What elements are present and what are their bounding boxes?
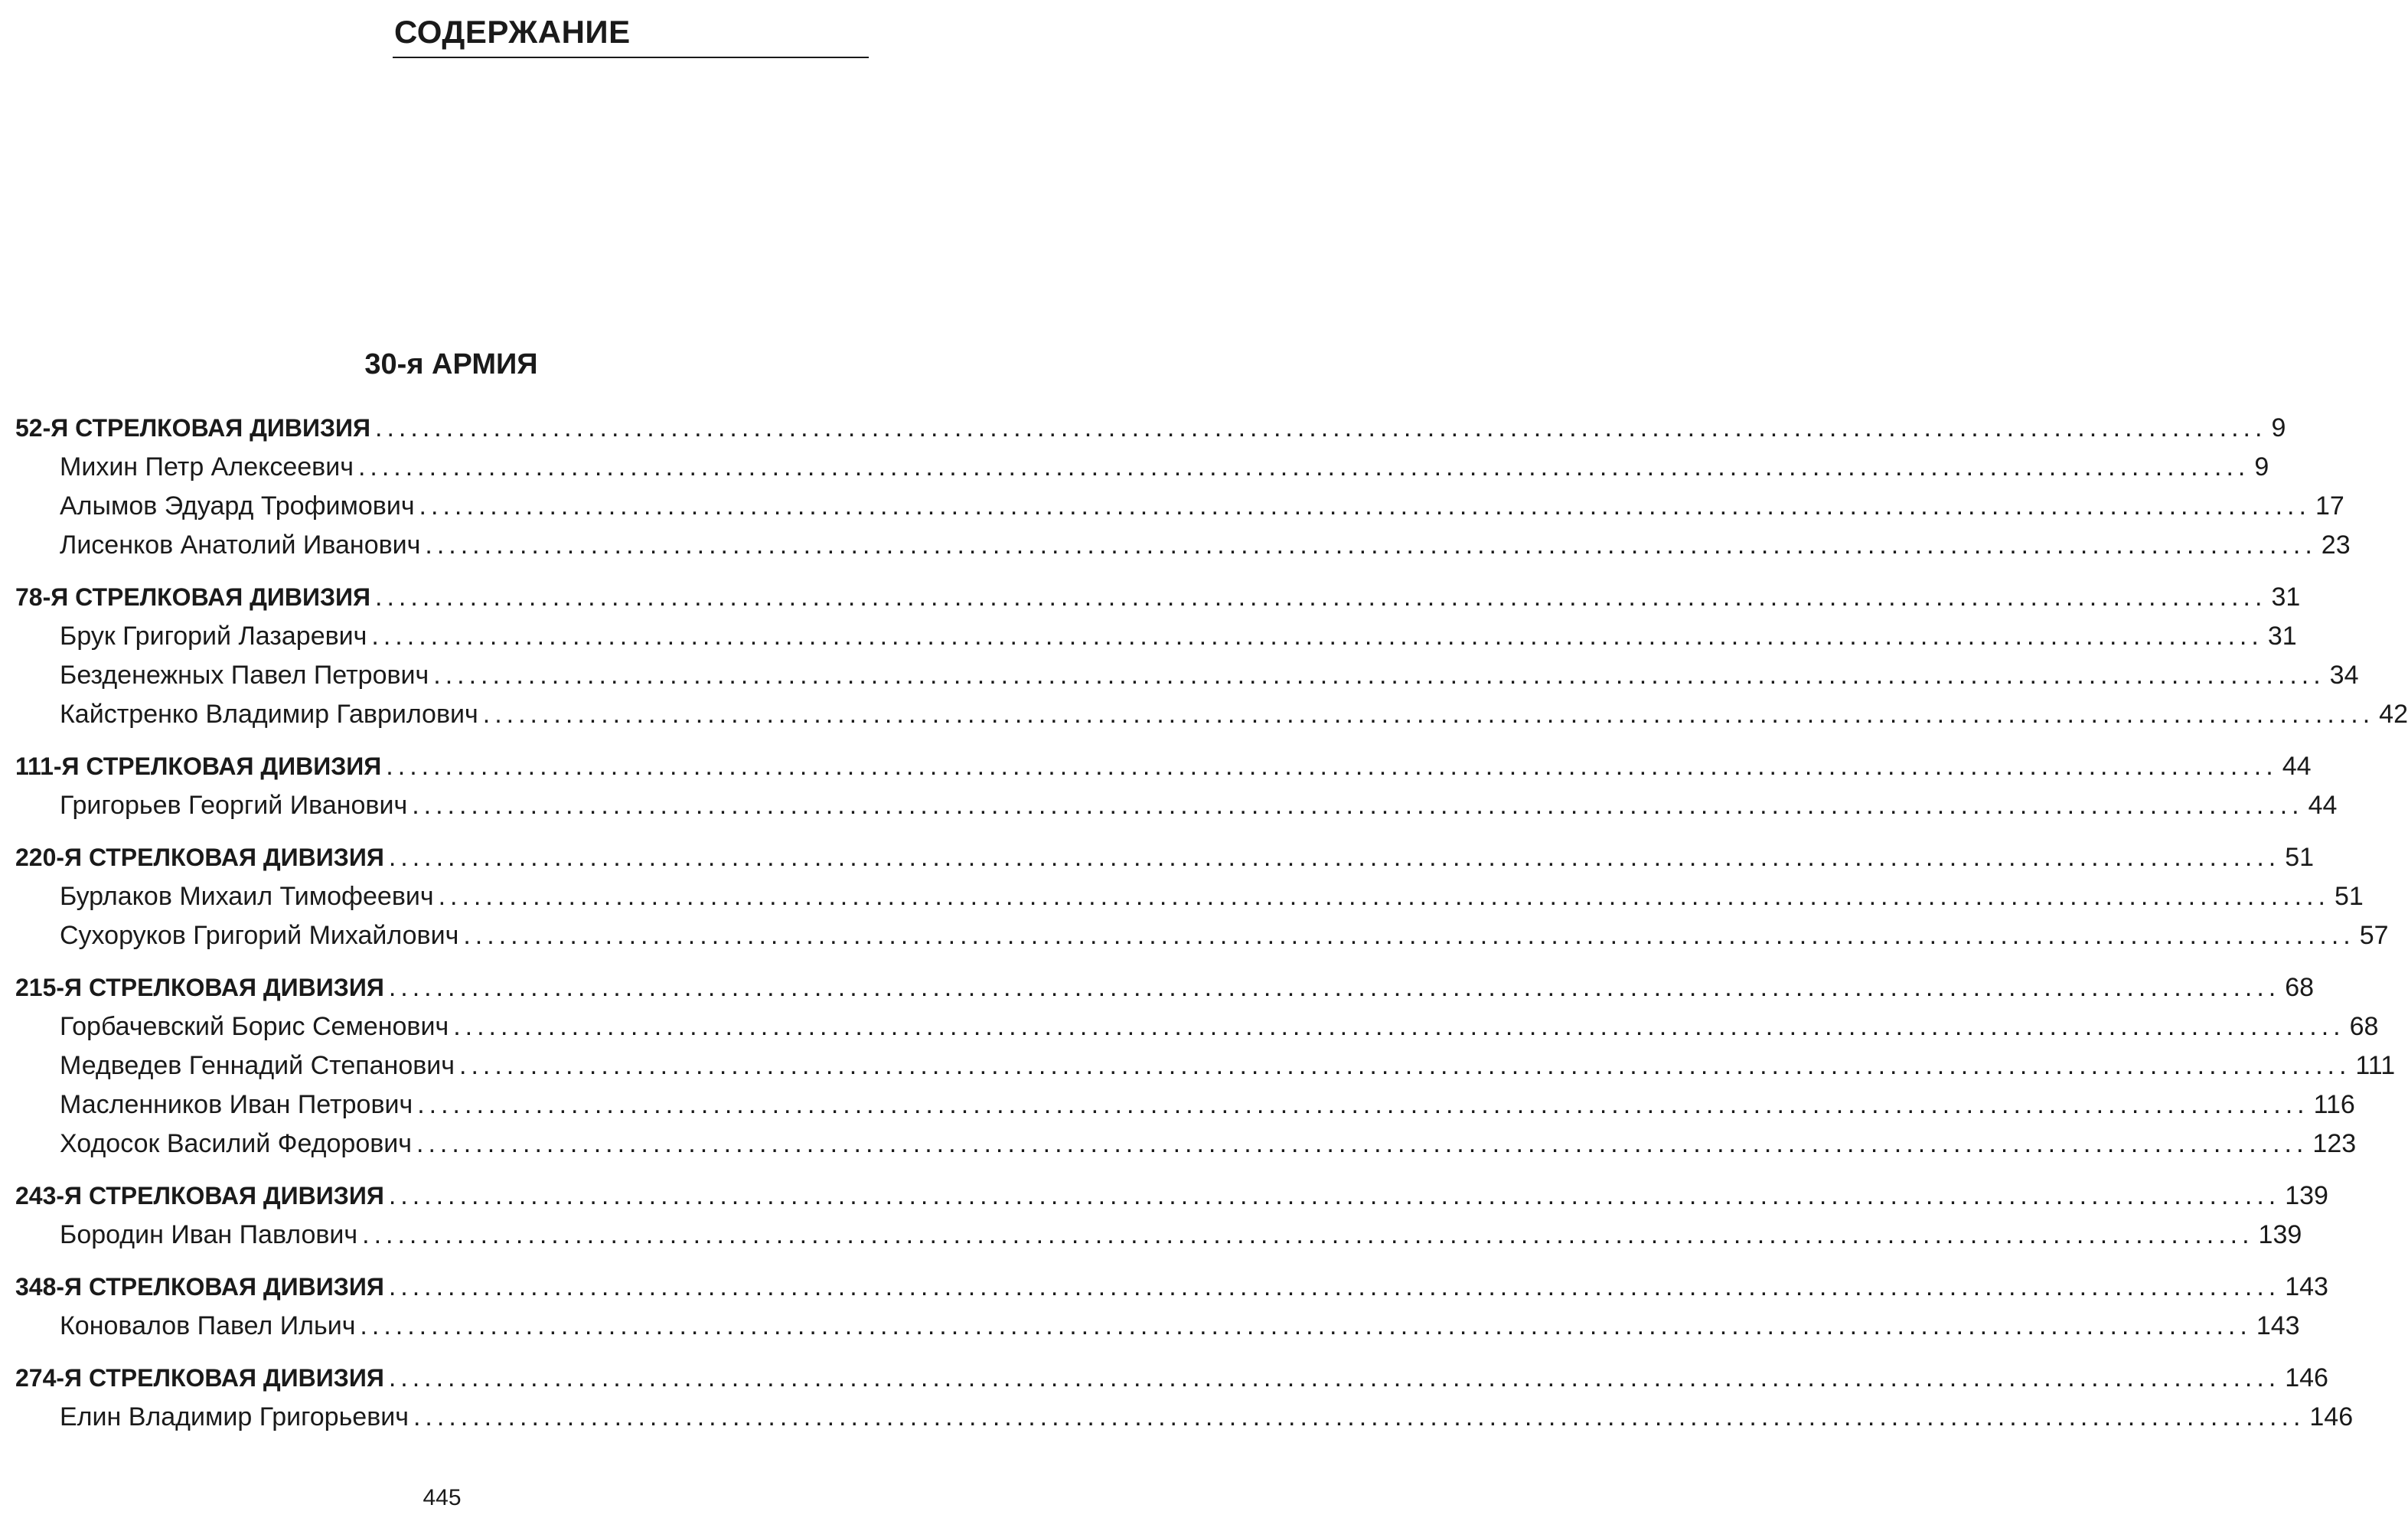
division-entry[interactable] — [15, 747, 2312, 786]
dot-leader: ................................................................................................................................................................ — [438, 882, 2330, 911]
person-entry-page: 23 — [2321, 530, 2351, 560]
dot-leader: ................................................................................................................................................................ — [417, 1090, 2309, 1119]
dot-leader: ................................................................................................................................................................ — [371, 622, 2263, 651]
division-section — [15, 1177, 2328, 1255]
division-entry-page: 44 — [2282, 752, 2312, 781]
dot-leader: ................................................................................................................................................................ — [388, 1363, 2281, 1392]
page-header — [393, 11, 869, 58]
division-section — [15, 578, 2408, 734]
person-entry-label: Масленников Иван Петрович — [60, 1090, 413, 1119]
dot-leader: ................................................................................................................................................................ — [453, 1012, 2345, 1041]
dot-leader: ................................................................................................................................................................ — [416, 1129, 2308, 1158]
person-entry[interactable] — [15, 916, 2389, 955]
person-entry[interactable] — [15, 786, 2338, 825]
division-entry[interactable] — [15, 1177, 2328, 1216]
person-entry-label: Брук Григорий Лазаревич — [60, 622, 367, 651]
person-entry-page: 123 — [2312, 1129, 2357, 1158]
dot-leader: ................................................................................................................................................................ — [362, 1220, 2254, 1249]
division-entry-page: 68 — [2285, 973, 2315, 1002]
division-entry-label: 243-Я СТРЕЛКОВАЯ ДИВИЗИЯ — [15, 1182, 384, 1209]
dot-leader: ................................................................................................................................................................ — [360, 1311, 2252, 1340]
division-entry[interactable] — [15, 838, 2315, 877]
contents-heading: СОДЕРЖАНИЕ — [394, 14, 631, 50]
person-entry[interactable] — [15, 1216, 2302, 1255]
person-entry-page: 139 — [2258, 1220, 2302, 1249]
dot-leader: ................................................................................................................................................................ — [419, 491, 2311, 521]
person-entry-page: 17 — [2315, 491, 2344, 521]
person-entry[interactable] — [15, 448, 2269, 487]
dot-leader: ................................................................................................................................................................ — [388, 973, 2281, 1002]
division-entry-page: 51 — [2285, 843, 2315, 872]
division-section — [15, 968, 2396, 1164]
dot-leader: ................................................................................................................................................................ — [357, 452, 2250, 481]
person-entry[interactable] — [15, 617, 2297, 656]
person-entry-page: 44 — [2308, 791, 2338, 820]
person-entry-page: 116 — [2313, 1090, 2355, 1119]
person-entry[interactable] — [15, 1125, 2357, 1164]
person-entry-label: Кайстренко Владимир Гаврилович — [60, 700, 478, 729]
person-entry-label: Елин Владимир Григорьевич — [60, 1402, 409, 1431]
page-number-text: 445 — [423, 1485, 462, 1510]
dot-leader: ................................................................................................................................................................ — [375, 583, 2267, 612]
person-entry[interactable] — [15, 1398, 2354, 1437]
dot-leader: ................................................................................................................................................................ — [386, 752, 2278, 781]
army-title: 30-я АРМИЯ — [364, 348, 538, 380]
division-entry-label: 215-Я СТРЕЛКОВАЯ ДИВИЗИЯ — [15, 974, 384, 1001]
division-entry-label: 78-Я СТРЕЛКОВАЯ ДИВИЗИЯ — [15, 583, 371, 611]
dot-leader: ................................................................................................................................................................ — [412, 791, 2304, 820]
person-entry-label: Сухоруков Григорий Михайлович — [60, 921, 459, 950]
person-entry-label: Бурлаков Михаил Тимофеевич — [60, 882, 434, 911]
dot-leader: ................................................................................................................................................................ — [388, 1272, 2281, 1301]
person-entry-page: 31 — [2267, 622, 2297, 651]
division-entry-label: 52-Я СТРЕЛКОВАЯ ДИВИЗИЯ — [15, 414, 371, 442]
person-entry-label: Безденежных Павел Петрович — [60, 661, 429, 690]
person-entry-page: 111 — [2355, 1051, 2396, 1080]
person-entry-label: Коновалов Павел Ильич — [60, 1311, 356, 1340]
person-entry-page: 34 — [2329, 661, 2359, 690]
dot-leader: ................................................................................................................................................................ — [375, 413, 2267, 442]
division-entry[interactable] — [15, 1268, 2328, 1307]
person-entry-label: Григорьев Георгий Иванович — [60, 791, 408, 820]
dot-leader: ................................................................................................................................................................ — [388, 1181, 2281, 1210]
person-entry[interactable] — [15, 877, 2364, 916]
person-entry[interactable] — [15, 526, 2351, 565]
person-entry[interactable] — [15, 1046, 2396, 1085]
division-section — [15, 1268, 2328, 1346]
person-entry-page: 51 — [2335, 882, 2364, 911]
person-entry-page: 9 — [2254, 452, 2269, 481]
division-entry-label: 274-Я СТРЕЛКОВАЯ ДИВИЗИЯ — [15, 1364, 384, 1392]
person-entry-label: Медведев Геннадий Степанович — [60, 1051, 455, 1080]
person-entry-page: 143 — [2256, 1311, 2300, 1340]
dot-leader: ................................................................................................................................................................ — [482, 700, 2375, 729]
person-entry[interactable] — [15, 1085, 2355, 1125]
dot-leader: ................................................................................................................................................................ — [459, 1051, 2351, 1080]
division-entry-page: 31 — [2271, 583, 2301, 612]
division-entry[interactable] — [15, 578, 2301, 617]
division-entry-page: 9 — [2271, 413, 2286, 442]
division-entry-label: 111-Я СТРЕЛКОВАЯ ДИВИЗИЯ — [15, 752, 382, 780]
division-entry-page: 146 — [2285, 1363, 2328, 1392]
division-entry-page: 143 — [2285, 1272, 2328, 1301]
division-entry-label: 348-Я СТРЕЛКОВАЯ ДИВИЗИЯ — [15, 1273, 384, 1301]
person-entry-page: 146 — [2309, 1402, 2354, 1431]
division-entry-label: 220-Я СТРЕЛКОВАЯ ДИВИЗИЯ — [15, 844, 384, 871]
person-entry[interactable] — [15, 656, 2359, 695]
division-section — [15, 838, 2389, 955]
person-entry-label: Бородин Иван Павлович — [60, 1220, 358, 1249]
dot-leader: ................................................................................................................................................................ — [433, 661, 2325, 690]
table-of-contents — [15, 409, 2408, 1437]
dot-leader: ................................................................................................................................................................ — [413, 1402, 2305, 1431]
person-entry-label: Алымов Эдуард Трофимович — [60, 491, 415, 521]
person-entry-page: 57 — [2359, 921, 2389, 950]
dot-leader: ................................................................................................................................................................ — [463, 921, 2355, 950]
division-entry[interactable] — [15, 968, 2315, 1007]
person-entry-page: 68 — [2349, 1012, 2379, 1041]
division-section — [15, 1359, 2354, 1437]
dot-leader: ................................................................................................................................................................ — [425, 530, 2317, 560]
division-entry-page: 139 — [2285, 1181, 2328, 1210]
person-entry[interactable] — [15, 1307, 2300, 1346]
person-entry[interactable] — [15, 487, 2344, 526]
page-number — [0, 1485, 881, 1511]
person-entry[interactable] — [15, 1007, 2379, 1046]
person-entry-page: 42 — [2379, 700, 2408, 729]
person-entry-label: Лисенков Анатолий Иванович — [60, 530, 421, 560]
division-section — [15, 409, 2351, 565]
person-entry-label: Горбачевский Борис Семенович — [60, 1012, 449, 1041]
division-section — [15, 747, 2338, 825]
person-entry-label: Ходосок Василий Федорович — [60, 1129, 413, 1158]
division-entry[interactable] — [15, 1359, 2328, 1398]
person-entry-label: Михин Петр Алексеевич — [60, 452, 354, 481]
division-entry[interactable] — [15, 409, 2286, 448]
dot-leader: ................................................................................................................................................................ — [388, 843, 2281, 872]
person-entry[interactable] — [15, 695, 2408, 734]
